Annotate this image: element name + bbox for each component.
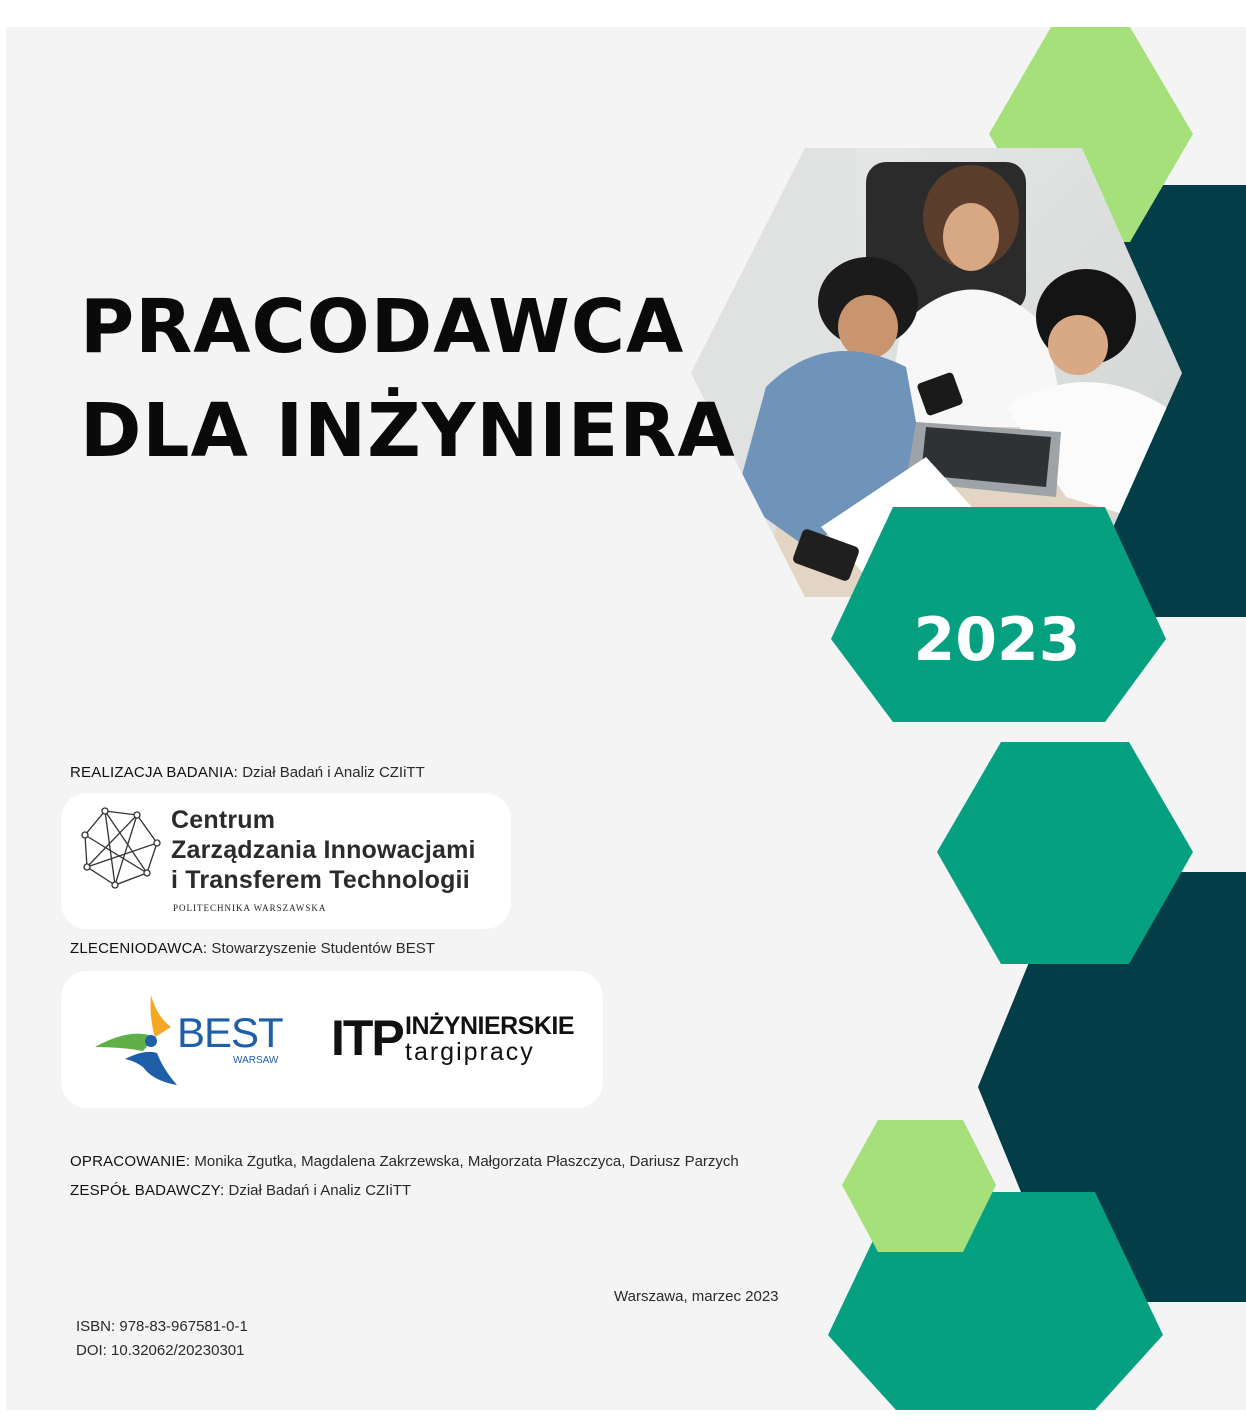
credit-zleceniodawca-value: Stowarzyszenie Studentów BEST: [207, 940, 435, 957]
title-line-1: PRACODAWCA: [80, 284, 685, 370]
credit-zespol-label: ZESPÓŁ BADAWCZY:: [70, 1182, 225, 1199]
best-logo-text: BEST: [177, 1009, 283, 1056]
cover-page: [6, 27, 1246, 1410]
report-title: [80, 275, 736, 483]
credit-realizacja-label: REALIZACJA BADANIA:: [70, 764, 239, 781]
isbn-value: 978-83-967581-0-1: [115, 1318, 248, 1335]
isbn: [76, 1318, 248, 1335]
credit-zespol: [70, 1182, 411, 1199]
isbn-label: ISBN:: [76, 1318, 116, 1335]
doi-label: DOI:: [76, 1342, 107, 1359]
itp-logo-line-2: targipracy: [405, 1038, 535, 1066]
best-itp-logo-card: [61, 971, 603, 1108]
cziitt-logo-card: [61, 793, 511, 929]
credit-opracowanie-label: OPRACOWANIE:: [70, 1153, 191, 1170]
report-year: 2023: [913, 605, 1081, 675]
itp-logo-text: ITP: [331, 1010, 403, 1066]
best-logo-subtext: WARSAW: [233, 1055, 279, 1066]
cziitt-line-3: i Transferem Technologii: [171, 866, 470, 894]
cziitt-subtitle: POLITECHNIKA WARSZAWSKA: [173, 903, 327, 913]
best-logo-icon: [91, 989, 187, 1089]
credit-realizacja-value: Dział Badań i Analiz CZIiTT: [238, 764, 425, 781]
credit-opracowanie-value: Monika Zgutka, Magdalena Zakrzewska, Małgorzata Płaszczyca, Dariusz Parzych: [190, 1153, 739, 1170]
credit-opracowanie: [70, 1153, 739, 1170]
credit-zleceniodawca: [70, 940, 435, 957]
doi-value: 10.32062/20230301: [106, 1342, 245, 1359]
title-line-2: DLA INŻYNIERA: [80, 388, 736, 474]
place-date: Warszawa, marzec 2023: [614, 1288, 779, 1305]
cziitt-line-1: Centrum: [171, 806, 276, 834]
credit-realizacja: [70, 764, 425, 781]
credit-zespol-value: Dział Badań i Analiz CZIiTT: [224, 1182, 412, 1199]
credit-zleceniodawca-label: ZLECENIODAWCA:: [70, 940, 208, 957]
cziitt-network-icon: [75, 805, 165, 895]
doi: [76, 1342, 244, 1359]
decorative-hexagons: [6, 27, 1246, 1410]
cziitt-name: [171, 805, 476, 895]
itp-logo-line-1: INŻYNIERSKIE: [405, 1012, 575, 1040]
cziitt-line-2: Zarządzania Innowacjami: [171, 836, 476, 864]
